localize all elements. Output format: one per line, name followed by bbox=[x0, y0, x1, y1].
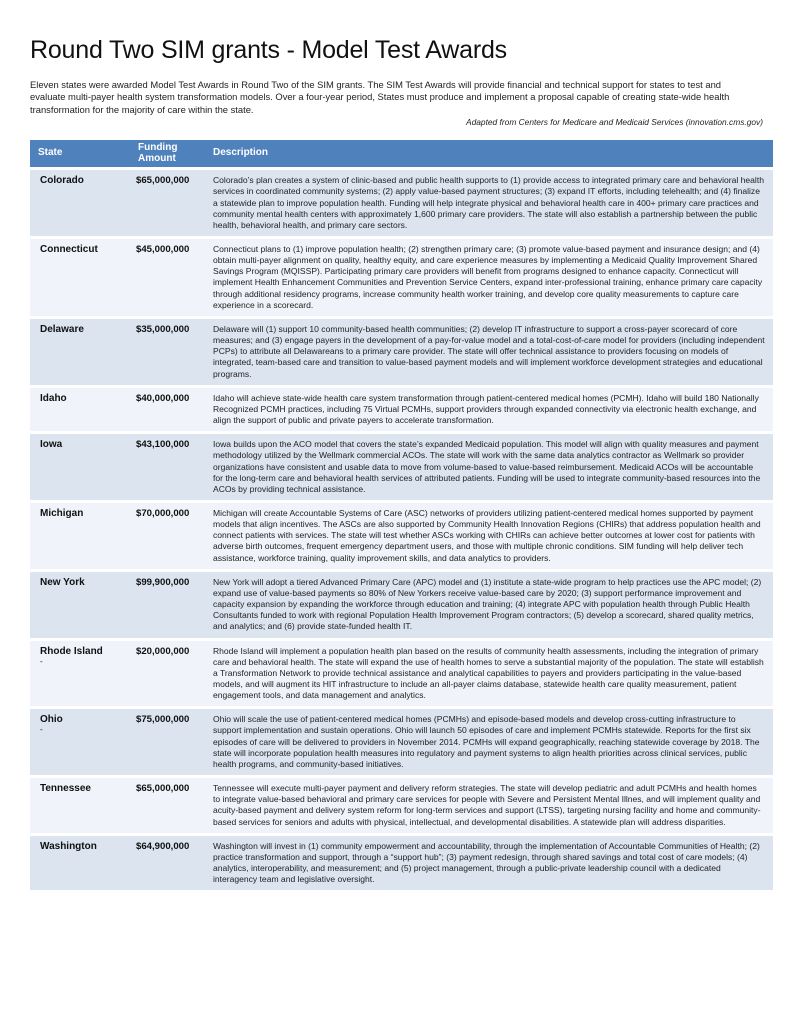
description-cell: Rhode Island will implement a population health plan based on the results of community health assessments, including the integration of primary care and behavioral health. The state will expand the use of health homes to serve a substantial majority of the population. The state will establish a Transformation Network to provide technical assistance and analytical capabilities to payers and providers participating in the value-based models, and will augment its HIT infrastructure to include an all-payer claims database, statewide health care quality measurement, patient engagement tools, and data management and analytics. bbox=[205, 641, 773, 707]
source-attribution: Adapted from Centers for Medicare and Medicaid Services (innovation.cms.gov) bbox=[466, 117, 763, 128]
table-row bbox=[30, 778, 773, 833]
description-cell: Delaware will (1) support 10 community-based health communities; (2) develop IT infrastructure to support a cross-payer scorecard of core measures; and (3) engage payers in the development of a pay-for-value model and a total-cost-of-care model for providers (including independent PCPs) to attribute all Delawareans to a primary care provider. The state will offer technical assistance to providers focusing on models of integrated, team-based care and transition to value-based payment models and will implement workforce development strategies and educational programs. bbox=[205, 319, 773, 385]
funding-cell: $45,000,000 bbox=[128, 239, 205, 316]
state-cell bbox=[30, 641, 128, 707]
header-state: State bbox=[30, 140, 128, 167]
table-row bbox=[30, 641, 773, 707]
awards-table bbox=[30, 137, 773, 893]
intro-paragraph: Eleven states were awarded Model Test Awards in Round Two of the SIM grants. The SIM Test Awards will provide financial and technical support for states to test and evaluate multi-payer health system transformation models. Over a four-year period, States must produce and implement a proposal capable of creating state-wide health transformation for the majority of care within the state. bbox=[30, 79, 730, 115]
state-cell: Michigan bbox=[30, 503, 128, 569]
state-cell: Tennessee bbox=[30, 778, 128, 833]
state-mark: - bbox=[40, 656, 43, 666]
description-cell: Ohio will scale the use of patient-centered medical homes (PCMHs) and episode-based models and develop cross-cutting infrastructure to support implementation and sustain operations. Ohio will launch 50 episodes of care and implement PCMHs statewide. Reports for the first six episodes of care will be delivered to providers in November 2014. PCMHs will expand geographically, reaching statewide coverage by 2018. The state will incorporate population health measures into regulatory and payment systems to align health priorities across clinical services, public health programs, and community-based initiatives. bbox=[205, 709, 773, 775]
funding-cell: $20,000,000 bbox=[128, 641, 205, 707]
description-cell: Washington will invest in (1) community empowerment and accountability, through the implementation of Accountable Communities of Health; (2) practice transformation and support, through a “support hub”; (3) payment redesign, through shared savings and total cost of care models; (4) analytics, interoperability, and measurement; and (5) project management, through a public-private leadership council with a dedicated interagency team and legislative oversight. bbox=[205, 836, 773, 891]
state-name: Rhode Island bbox=[40, 645, 103, 657]
description-cell: Michigan will create Accountable Systems of Care (ASC) networks of providers utilizing patient-centered medical homes supported by payment models that align incentives. The ASCs are also supported by Community Health Innovation Regions (CHIRs) that address population health and connect patients with services. The state will test whether ASCs working with CHIRs can achieve better outcomes at lower cost for patients with adverse birth outcomes, frequent emergency department users, and those with multiple chronic conditions. SIM funding will help deliver tech assistance, workforce training, quality improvement skills, and data analytics to providers. bbox=[205, 503, 773, 569]
state-cell: New York bbox=[30, 572, 128, 638]
description-cell: Idaho will achieve state-wide health care system transformation through patient-centered medical homes (PCMH). Idaho will build 180 Nationally Recognized PCMH practices, including 75 Virtual PCMHs, support providers through expanded connectivity via electronic health exchange, and align the support of public and private payers to accelerate transformation. bbox=[205, 388, 773, 431]
state-cell: Connecticut bbox=[30, 239, 128, 316]
description-cell: Colorado’s plan creates a system of clinic-based and public health supports to (1) provide access to integrated primary care and behavioral health services in coordinated community systems; (2) apply value-based payment structures; (3) expand IT efforts, including telehealth; and (4) finalize a statewide plan to improve population health. Funding will help integrate physical and behavioral health care in 400+ primary care practices and community mental health centers with approximately 1,600 primary care providers. The state will also establish a partnership between the public health, behavioral health, and primary care sectors. bbox=[205, 170, 773, 236]
description-cell: Connecticut plans to (1) improve population health; (2) strengthen primary care; (3) promote value-based payment and insurance design; and (4) obtain multi-payer alignment on quality, healthy equity, and care experience measures by implementing a Medicaid Quality Improvement Shared Savings Program (MQISSP). Participating primary care providers will benefit from programs designed to enhance capacity. Connecticut will implement Health Enhancement Communities and Prevention Service Centers, expand inter-professional training, enhance primary care capacity through additional residency programs, increase community health worker training, and develop core quality measurements to capture care experience in a scorecard. bbox=[205, 239, 773, 316]
funding-cell: $35,000,000 bbox=[128, 319, 205, 385]
funding-cell: $65,000,000 bbox=[128, 778, 205, 833]
state-cell bbox=[30, 709, 128, 775]
state-name: Ohio bbox=[40, 714, 63, 726]
description-cell: Tennessee will execute multi-payer payment and delivery reform strategies. The state will develop pediatric and adult PCMHs and health homes to integrate value-based behavioral and primary care services for people with Severe and Persistent Mental Illnes, and will implement quality and acuity-based payment and delivery system reform for long-term services and support (LTSS), targeting nursing facility and home and community-based services for seniors and adults with physical, intellectual, and developmental disabilities. A statewide plan will address disparities. bbox=[205, 778, 773, 833]
state-cell: Colorado bbox=[30, 170, 128, 236]
table-row bbox=[30, 503, 773, 569]
table-header-row bbox=[30, 140, 773, 167]
page-title: Round Two SIM grants - Model Test Awards bbox=[30, 36, 507, 64]
table-row bbox=[30, 170, 773, 236]
table-row bbox=[30, 319, 773, 385]
description-cell: Iowa builds upon the ACO model that covers the state’s expanded Medicaid population. This model will align with quality measures and payment methodology utilized by the Wellmark commercial ACOs. The state will work with the same data analytics contractor as Wellmark so provider organizations have consistent and usable data to move from volume-based to value-based reimbursement. Medicaid ACOs will be accountable for the long-term care and behavioral health services of attributed patients. Funding will be used to integrate community-based resources into the ACOs by providing technical assistance. bbox=[205, 434, 773, 500]
table-row bbox=[30, 709, 773, 775]
header-funding: Funding Amount bbox=[128, 140, 205, 167]
state-cell: Washington bbox=[30, 836, 128, 891]
state-cell: Delaware bbox=[30, 319, 128, 385]
funding-cell: $65,000,000 bbox=[128, 170, 205, 236]
funding-cell: $99,900,000 bbox=[128, 572, 205, 638]
funding-cell: $64,900,000 bbox=[128, 836, 205, 891]
table-row bbox=[30, 836, 773, 891]
description-cell: New York will adopt a tiered Advanced Primary Care (APC) model and (1) institute a state-wide program to help practices use the APC model; (2) expand use of value-based payments so 80% of New Yorkers receive value-based care by 2020; (3) support performance improvement and capacity expansion by expanding the workforce through education and training; (4) integrate APC with population health through Public Health Consultants funded to work with regional Population Health Improvement Program contractors; (5) develop a scorecard, shared quality metrics, and analytics; and (6) provide state-funded health IT. bbox=[205, 572, 773, 638]
table-row bbox=[30, 572, 773, 638]
funding-cell: $43,100,000 bbox=[128, 434, 205, 500]
state-cell: Iowa bbox=[30, 434, 128, 500]
header-description: Description bbox=[205, 140, 773, 167]
table-row bbox=[30, 434, 773, 500]
state-mark: - bbox=[40, 725, 43, 735]
funding-cell: $70,000,000 bbox=[128, 503, 205, 569]
state-cell: Idaho bbox=[30, 388, 128, 431]
table-row bbox=[30, 239, 773, 316]
table-row bbox=[30, 388, 773, 431]
funding-cell: $40,000,000 bbox=[128, 388, 205, 431]
funding-cell: $75,000,000 bbox=[128, 709, 205, 775]
